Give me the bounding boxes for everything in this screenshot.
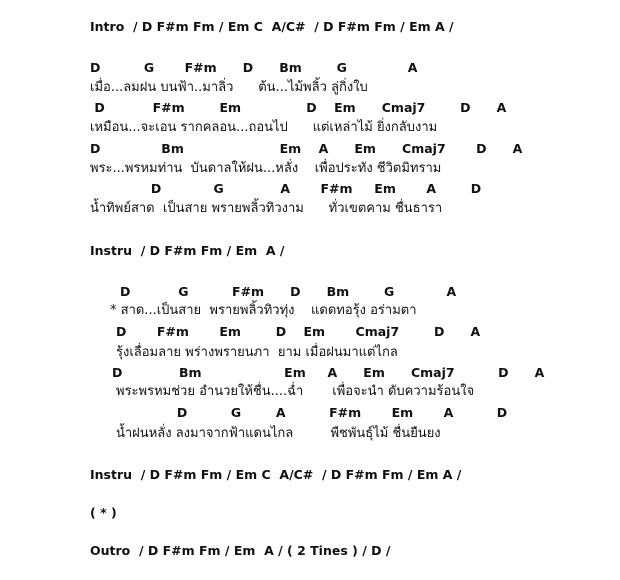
verse-lyric-4: น้ำทิพย์สาด เป็นสาย พรายพลิ้วทิวงาม ทั่วเขตคาม ชื่นธารา — [90, 201, 443, 216]
outro-line: Outro / D F#m Fm / Em A / ( 2 Tines ) / D / — [90, 543, 391, 558]
verse-lyric-1: เมื่อ...ลมฝน บนฟ้า..มาลิ่ว ต้น...ไม้พลิ้ว ลู่กิ่งใบ — [90, 80, 368, 95]
verse-lyric-2: เหมือน...จะเอน รากคลอน...ถอนไป แต่เหล่าไม้ ยิ่งกลับงาม — [90, 120, 438, 135]
intro-line: Intro / D F#m Fm / Em C A/C# / D F#m Fm / Em A / — [90, 19, 454, 34]
verse-chords-2: D F#m Em D Em Cmaj7 D A — [90, 100, 507, 115]
chorus-chords-4: D G A F#m Em A D — [116, 405, 508, 420]
repeat-chorus-marker: ( * ) — [90, 505, 117, 520]
chorus-lyric-1: * สาด...เป็นสาย พรายพลิ้วทิวทุ่ง แดดทอรุ้ง อร่ามตา — [110, 303, 417, 318]
verse-lyric-3: พระ...พรหมท่าน บันดาลให้ฝน...หลั่ง เพื่อประทัง ชีวิตมิทราม — [90, 161, 442, 176]
verse-chords-1: D G F#m D Bm G A — [90, 60, 418, 75]
instru-line-1: Instru / D F#m Fm / Em A / — [90, 243, 285, 258]
verse-chords-3: D Bm Em A Em Cmaj7 D A — [90, 141, 523, 156]
chorus-lyric-2: รุ้งเลื่อมลาย พร่างพรายนภา ยาม เมื่อฝนมาแต่ไกล — [116, 345, 398, 360]
chorus-chords-3: D Bm Em A Em Cmaj7 D A — [112, 365, 545, 380]
chorus-lyric-3: พระพรหมช่วย อำนวยให้ชื่น....ฉ่ำ เพื่อจะนำ ดับความร้อนใจ — [116, 384, 475, 399]
chorus-chords-1: D G F#m D Bm G A — [120, 284, 457, 299]
chorus-chords-2: D F#m Em D Em Cmaj7 D A — [116, 324, 481, 339]
verse-chords-4: D G A F#m Em A D — [90, 181, 482, 196]
chorus-lyric-4: น้ำฝนหลั่ง ลงมาจากฟ้าแดนไกล พืชพันธุ์ไม้ ชื่นยืนยง — [116, 426, 441, 441]
instru-line-2: Instru / D F#m Fm / Em C A/C# / D F#m Fm / Em A / — [90, 467, 462, 482]
